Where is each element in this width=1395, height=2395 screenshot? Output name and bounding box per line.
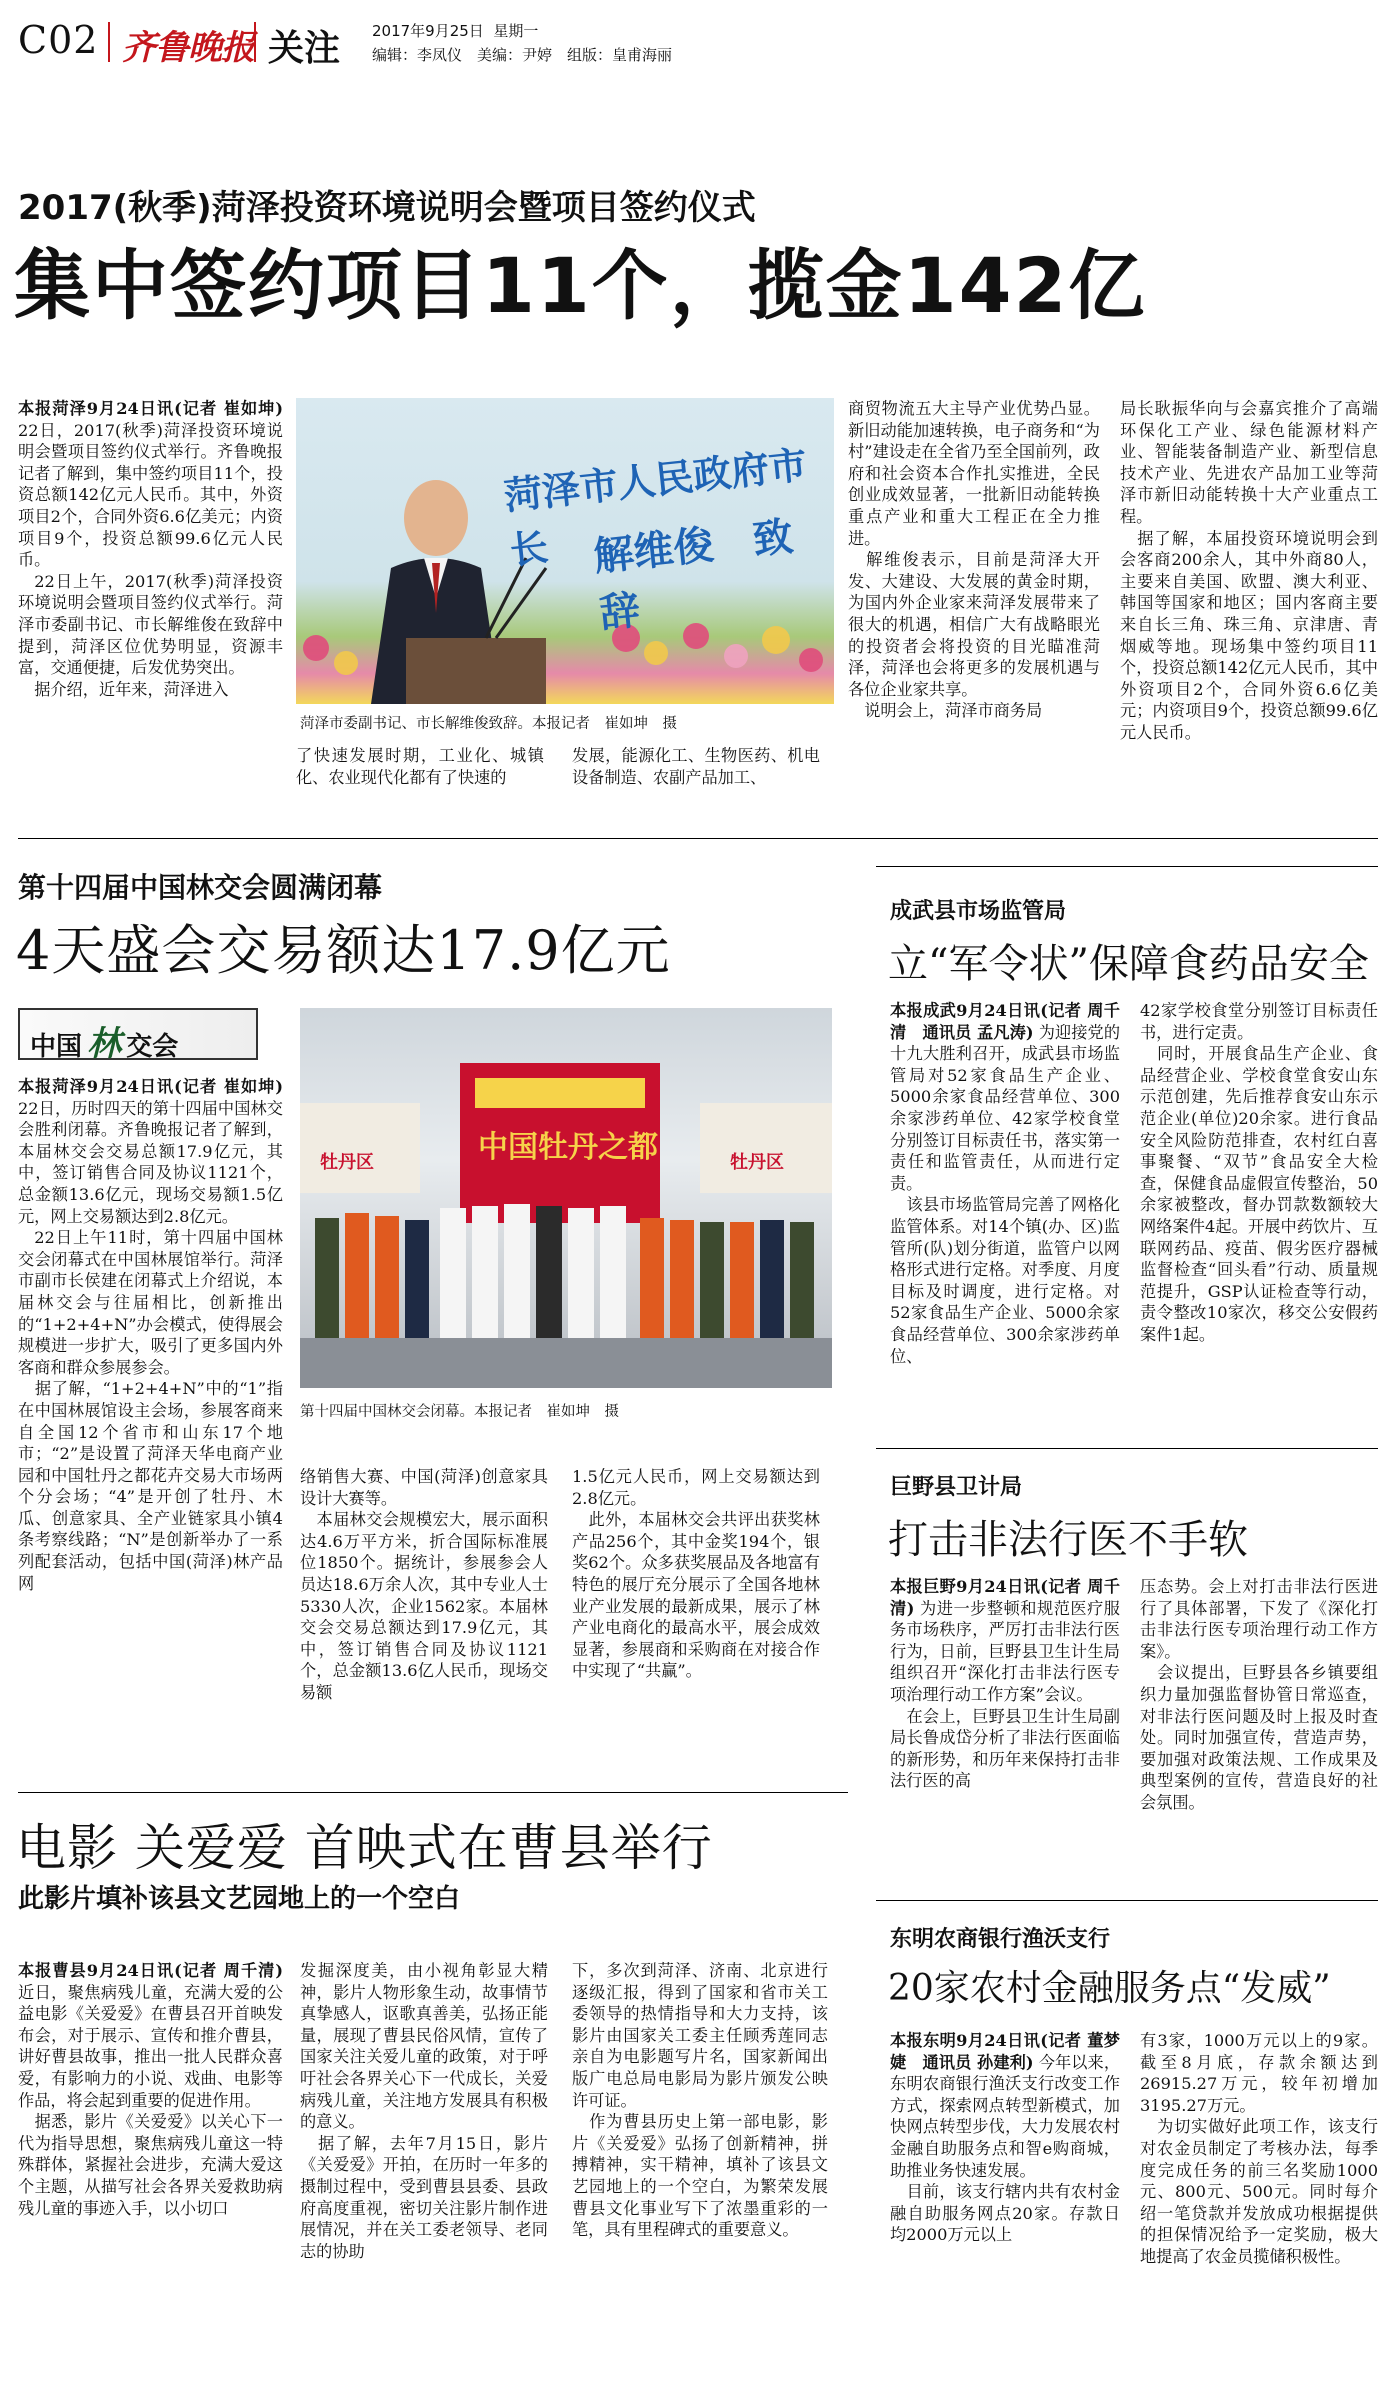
chengwu-lead: 本报成武9月24日讯(记者 周千清 通讯员 孟凡涛) [890, 1001, 1120, 1042]
juye-col1-p2: 在会上，巨野县卫生计生局副局长鲁成岱分析了非法行医面临的新形势，和历年来保持打击非法行医的高 [890, 1706, 1120, 1791]
logo-left: 中国 [30, 1032, 83, 1062]
top-col4-p2: 解维俊表示，目前是菏泽大开发、大建设、大发展的黄金时期，为国内外企业家来菏泽发展带来了很大的机遇，相信广大有战略眼光的投资者会将投资的目光瞄准菏泽，菏泽也会将更多的发展机遇与各位企业家共享。 [848, 550, 1100, 699]
top-col5 [1120, 398, 1378, 808]
dongming-col1-p2: 目前，该支行辖内共有农村金融自助服务网点20家。存款日均2000万元以上 [890, 2182, 1120, 2245]
forestry-col3-p2: 此外，本届林交会共评出获奖林产品256个，其中金奖194个，银奖62个。众多获奖展品及各地富有特色的展厅充分展示了全国各地林业产业发展的最新成果，展示了林产业电商化的最高水平，展会成效显著，参展商和采购商在对接合作中实现了“共赢”。 [572, 1510, 820, 1681]
photo-title: 中国牡丹之都 [478, 1130, 658, 1165]
top-col1 [18, 398, 283, 808]
top-col5-body: 局长耿振华向与会嘉宾推介了高端环保化工产业、绿色能源材料产业、智能装备制造产业、新型信息技术产业、先进农产品加工业等菏泽市新旧动能转换十大产业重点工程。 [1120, 399, 1378, 526]
dongming-kicker: 东明农商银行渔沃支行 [890, 1927, 1111, 1952]
juye-headline: 打击非法行医不手软 [888, 1517, 1248, 1563]
top-under-b: 发展，能源化工、生物医药、机电设备制造、农副产品加工、 [572, 746, 820, 787]
chengwu-headline: 立“军令状”保障食药品安全 [888, 941, 1369, 987]
photo-sub: 牡丹区 [320, 1152, 374, 1173]
movie-col1 [18, 1960, 283, 2380]
section-name: 关注 [268, 28, 341, 69]
credits: 编辑：李凤仪 美编：尹婷 组版：皇甫海丽 [372, 46, 673, 64]
top-col4-p3: 说明会上，菏泽市商务局 [864, 701, 1043, 721]
dongming-col2-body: 有3家，1000万元以上的9家。截至8月底，存款余额达到26915.27万元，较年初增加3195.27万元。 [1140, 2031, 1378, 2115]
movie-rule [18, 1792, 848, 1793]
chengwu-col2-body: 42家学校食堂分别签订目标责任书，进行定责。 [1140, 1001, 1378, 1042]
ceremony-scene [300, 1008, 832, 1388]
page-number: C02 [18, 18, 99, 62]
forestry-caption: 第十四届中国林交会闭幕。本报记者 崔如坤 摄 [300, 1404, 619, 1420]
dongming-headline: 20家农村金融服务点“发威” [888, 1968, 1331, 2009]
divider [18, 838, 1378, 839]
movie-col3-body: 下，多次到菏泽、济南、北京进行逐级汇报，得到了国家和省市关工委领导的热情指导和大力支持，该影片由国家关工委主任顾秀莲同志亲自为电影题写片名，国家新闻出版广电总局电影局为影片颁发公映许可证。 [572, 1961, 828, 2110]
dongming-col1 [890, 2030, 1120, 2380]
forestry-headline: 4天盛会交易额达17.9亿元 [16, 919, 671, 982]
movie-col2-body: 发掘深度美，由小视角彰显大精神，影片人物形象生动，故事情节真挚感人，讴歌真善美，弘扬正能量，展现了曹县民俗风情，宣传了国家关注关爱儿童的政策，对于呼吁社会各界关心下一代成长，关爱病残儿童，关注地方发展具有积极的意义。 [300, 1961, 548, 2132]
chengwu-col2-p2: 同时，开展食品生产企业、食品经营企业、学校食堂食安山东示范创建，先后推荐食安山东示范企业(单位)20余家。进行食品安全风险防范排查，农村红白喜事聚餐、“双节”食品安全大检查，保健食品虚假宣传整治，50余家被整改，督办罚款数额较大网络案件4起。开展中药饮片、互联网药品、疫苗、假劣医疗器械监督检查“回头看”行动、质量规范提升，GSP认证检查等行动，责令整改10家次，移交公安假药案件1起。 [1140, 1044, 1378, 1344]
logo-right: 交会 [126, 1032, 179, 1062]
dongming-col2 [1140, 2030, 1378, 2380]
juye-col1 [890, 1576, 1120, 1866]
movie-col3 [572, 1960, 828, 2380]
forestry-col1-body: 22日，历时四天的第十四届中国林交会胜利闭幕。齐鲁晚报记者了解到，本届林交会交易总额17.9亿元，其中，签订销售合同及协议1121个，总金额13.6亿元，现场交易额1.5亿元，网上交易额达到2.8亿元。 [18, 1098, 283, 1226]
forestry-photo [300, 1008, 832, 1388]
top-lead: 本报菏泽9月24日讯(记者 崔如坤) [18, 399, 283, 418]
right-rule-1 [876, 866, 1378, 867]
top-col4-body: 商贸物流五大主导产业优势凸显。新旧动能加速转换，电子商务和“为村”建设走在全省乃至全国前列，政府和社会资本合作扎实推进，全民创业成效显著，一批新旧动能转换重点产业和重大工程正在全力推进。 [848, 399, 1100, 548]
dongming-col1-body: 今年以来，东明农商银行渔沃支行改变工作方式，探索网点转型新模式，加快网点转型步伐，大力发展农村金融自助服务点和智e购商城，助推业务快速发展。 [890, 2052, 1120, 2180]
movie-subhead: 此影片填补该县文艺园地上的一个空白 [18, 1884, 461, 1914]
forestry-col1-p2: 22日上午11时，第十四届中国林交会闭幕式在中国林展馆举行。菏泽市副市长侯建在闭幕式上介绍说，本届林交会与往届相比，创新推出的“1+2+4+N”办会模式，使得展会规模进一步扩大，吸引了更多国内外客商和群众参展参会。 [18, 1228, 283, 1377]
top-caption: 菏泽市委副书记、市长解维俊致辞。本报记者 崔如坤 摄 [300, 716, 677, 732]
forestry-kicker: 第十四届中国林交会圆满闭幕 [18, 871, 383, 904]
forestry-logo [18, 1008, 258, 1064]
forestry-lead: 本报菏泽9月24日讯(记者 崔如坤) [18, 1077, 283, 1096]
juye-col2 [1140, 1576, 1378, 1866]
top-col1-p2: 22日上午，2017(秋季)菏泽投资环境说明会暨项目签约仪式举行。菏泽市委副书记、市长解维俊在致辞中提到，菏泽区位优势明显，资源丰富，交通便捷，后发优势突出。 [18, 571, 283, 678]
forestry-col1 [18, 1076, 283, 1936]
chengwu-col1-p2: 该县市场监管局完善了网格化监管体系。对14个镇(办、区)监管所(队)划分街道，监管户以网格形式进行定格。对季度、月度目标及时调度，进行定格。对52家食品生产企业、5000余家食品经营单位、300余家涉药单位、 [890, 1195, 1120, 1366]
chengwu-col1-body: 为迎接党的十九大胜利召开，成武县市场监管局对52家食品生产企业、5000余家食品经营单位、300余家涉药单位、42家学校食堂分别签订目标责任书，落实第一责任和监管责任，从而进行定责。 [890, 1022, 1120, 1193]
right-rule-2 [876, 1448, 1378, 1449]
forestry-col3-body: 1.5亿元人民币，网上交易额达到2.8亿元。 [572, 1467, 820, 1508]
chengwu-col2 [1140, 1000, 1378, 1420]
juye-kicker: 巨野县卫计局 [890, 1475, 1023, 1500]
juye-lead: 本报巨野9月24日讯(记者 周千清) [890, 1577, 1120, 1618]
forestry-col2-body: 络销售大赛、中国(菏泽)创意家具设计大赛等。 [300, 1467, 548, 1508]
photo-banner-2: 解维俊 致辞 [591, 512, 796, 638]
weekday-text: 星期一 [493, 22, 539, 40]
forestry-col1-p3: 据了解，“1+2+4+N”中的“1”指在中国林展馆设主会场，参展客商来自全国12个省市和山东17个地市；“2”是设置了菏泽天华电商产业园和中国牡丹之都花卉交易大市场两个分会场；“4”是开创了牡丹、木瓜、创意家具、全产业链家具小镇4条考察线路；“N”是创新举办了一系列配套活动，包括中国(菏泽)林产品网 [18, 1379, 283, 1593]
chengwu-kicker: 成武县市场监管局 [890, 899, 1067, 924]
top-under-a: 了快速发展时期，工业化、城镇化、农业现代化都有了快速的 [296, 746, 544, 787]
logo-mid: 林 [87, 1024, 122, 1064]
movie-col2-p2: 据了解，去年7月15日，影片《关爱爱》开拍，在历时一年多的摄制过程中，受到曹县县委、县政府高度重视，密切关注影片制作进展情况，并在关工委老领导、老同志的协助 [300, 2133, 548, 2261]
issue-date [372, 20, 538, 41]
movie-col2 [300, 1960, 548, 2380]
juye-col2-body: 压态势。会上对打击非法行医进行了具体部署，下发了《深化打击非法行医专项治理行动工作方案》。 [1140, 1577, 1378, 1661]
top-photo [296, 398, 834, 704]
date-text: 2017年9月25日 [372, 22, 484, 40]
photo-sub-2: 牡丹区 [730, 1152, 784, 1173]
top-col5-p2: 据了解，本届投资环境说明会到会客商200余人，其中外商80人，主要来自美国、欧盟、澳大利亚、韩国等国家和地区；国内客商主要来自长三角、珠三角、京津唐、青烟威等地。现场集中签约项目11个，投资总额142亿元人民币，其中外资项目2个，合同外资6.6亿美元；内资项目9个，投资总额99.6亿元人民币。 [1120, 528, 1378, 742]
photo-banner: 菏泽市人民政府市长 [501, 441, 810, 573]
movie-lead: 本报曹县9月24日讯(记者 周千清) [18, 1961, 283, 1980]
top-col1-body: 22日，2017(秋季)菏泽投资环境说明会暨项目签约仪式举行。齐鲁晚报记者了解到，集中签约项目11个，投资总额142亿元人民币。其中，外资项目2个，合同外资6.6亿美元；内资项目9个，投资总额99.6亿元人民币。 [18, 420, 283, 570]
dongming-col2-p2: 为切实做好此项工作，该支行对农金员制定了考核办法，每季度完成任务的前三名奖励1000元、800元、500元。同时每介绍一笔贷款并发放成功根据提供的担保情况给予一定奖励，极大地提高了农金员揽储积极性。 [1140, 2117, 1378, 2266]
top-kicker: 2017(秋季)菏泽投资环境说明会暨项目签约仪式 [18, 188, 756, 228]
right-rule-3 [876, 1900, 1378, 1901]
top-headline: 集中签约项目11个，揽金142亿 [14, 241, 1147, 330]
chengwu-col1 [890, 1000, 1120, 1420]
top-col1-p3: 据介绍，近年来，菏泽进入 [34, 679, 229, 699]
forestry-col2-p2: 本届林交会规模宏大，展示面积达4.6万平方米，折合国际标准展位1850个。据统计，参展参会人员达18.6万余人次，其中专业人士5330人次，企业1562家。本届林交会交易总额达到17.9亿元，其中，签订销售合同及协议1121个，总金额13.6亿人民币，现场交易额 [300, 1510, 548, 1702]
movie-col1-body: 近日，聚焦病残儿童，充满大爱的公益电影《关爱爱》在曹县召开首映发布会，对于展示、宣传和推介曹县，讲好曹县故事，推出一批人民群众喜爱，有影响力的小说、戏曲、电影等作品，将会起到重要的促进作用。 [18, 1982, 283, 2110]
juye-col2-p2: 会议提出，巨野县各乡镇要组织力量加强监督协管日常巡查，对非法行医问题及时上报及时查处。同时加强宣传，营造声势，要加强对政策法规、工作成果及典型案例的宣传，营造良好的社会氛围。 [1140, 1663, 1378, 1812]
masthead-divider [108, 22, 110, 62]
movie-col1-p2: 据悉，影片《关爱爱》以关心下一代为指导思想，聚焦病残儿童这一特殊群体，紧握社会进步，充满大爱这个主题，从描写社会各界关爱救助病残儿童的事迹入手，以小切口 [18, 2112, 283, 2218]
movie-headline: 电影 关爱爱 首映式在曹县举行 [16, 1819, 713, 1877]
masthead-divider-2 [254, 22, 256, 62]
top-col4 [848, 398, 1100, 808]
paper-logo: 齐鲁晚报 [122, 28, 254, 68]
juye-col1-body: 为进一步整顿和规范医疗服务市场秩序，严厉打击非法行医行为，日前，巨野县卫生计生局组织召开“深化打击非法行医专项治理行动工作方案”会议。 [890, 1598, 1120, 1704]
dongming-lead: 本报东明9月24日讯(记者 董梦婕 通讯员 孙建利) [890, 2031, 1120, 2072]
movie-col3-p2: 作为曹县历史上第一部电影，影片《关爱爱》弘扬了创新精神，拼搏精神，实干精神，填补了该县文艺园地上的一个空白，为繁荣发展曹县文化事业写下了浓墨重彩的一笔，具有里程碑式的重要意义。 [572, 2112, 828, 2240]
